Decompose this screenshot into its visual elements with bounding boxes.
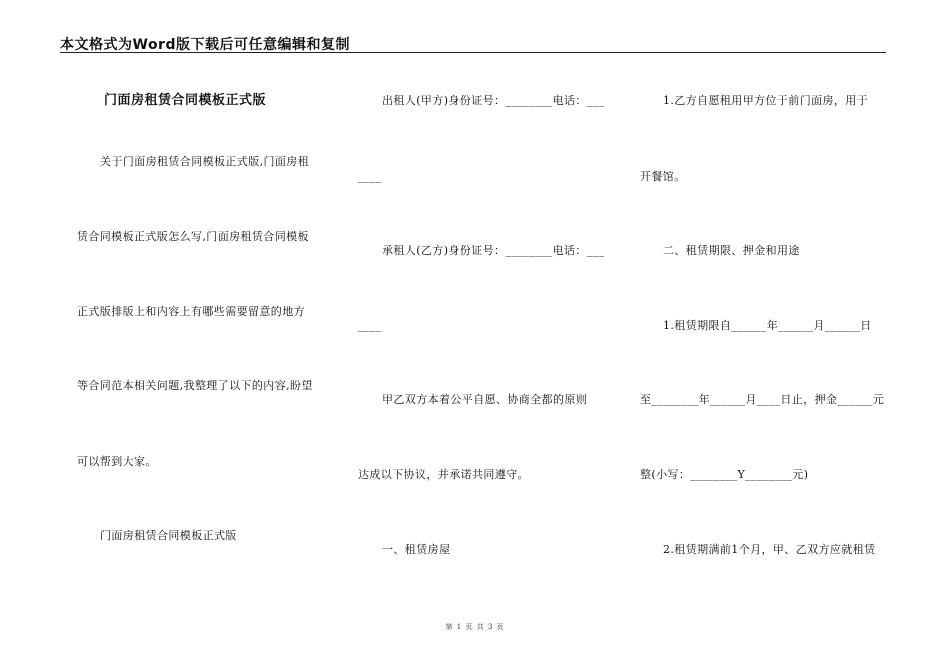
paragraph-line: 2.租赁期满前1个月，甲、乙双方应就租赁 <box>663 543 876 556</box>
lessor-id-line: 出租人(甲方)身份证号：________电话：___ <box>382 94 605 107</box>
paragraph-line: 等合同范本相关问题,我整理了以下的内容,盼望 <box>77 379 313 392</box>
section-heading: 二、租赁期限、押金和用途 <box>663 244 800 257</box>
header-title: 本文格式为Word版下载后可任意编辑和复制 <box>60 37 350 53</box>
blank-continuation: ____ <box>358 170 382 183</box>
paragraph-line: 可以帮到大家。 <box>77 455 157 468</box>
paragraph-line: 1.乙方自愿租用甲方位于前门面房，用于 <box>663 94 869 107</box>
paragraph-line: 关于门面房租赁合同模板正式版,门面房租 <box>100 155 310 168</box>
blank-continuation: ____ <box>358 319 382 332</box>
header-divider <box>60 52 886 53</box>
page-number: 第 1 页 共 3 页 <box>445 623 505 631</box>
section-heading: 一、租赁房屋 <box>382 543 451 556</box>
lease-term-line: 至________年______月____日止，押金______元 <box>640 393 885 406</box>
lease-term-line: 1.租赁期限自______年______月______日 <box>663 319 872 332</box>
paragraph-line: 赁合同模板正式版怎么写,门面房租赁合同模板 <box>77 230 309 243</box>
lessee-id-line: 承租人(乙方)身份证号：________电话：___ <box>382 244 605 257</box>
paragraph-line: 甲乙双方本着公平自愿、协商全都的原则 <box>382 393 588 406</box>
paragraph-line: 达成以下协议，并承诺共同遵守。 <box>358 468 529 481</box>
paragraph-line: 正式版排版上和内容上有哪些需要留意的地方 <box>77 305 305 318</box>
paragraph-line: 开餐馆。 <box>640 170 686 183</box>
section-heading: 门面房租赁合同模板正式版 <box>100 529 237 542</box>
document-title: 门面房租赁合同模板正式版 <box>104 93 267 108</box>
deposit-line: 整(小写：________Y________元) <box>640 468 809 481</box>
